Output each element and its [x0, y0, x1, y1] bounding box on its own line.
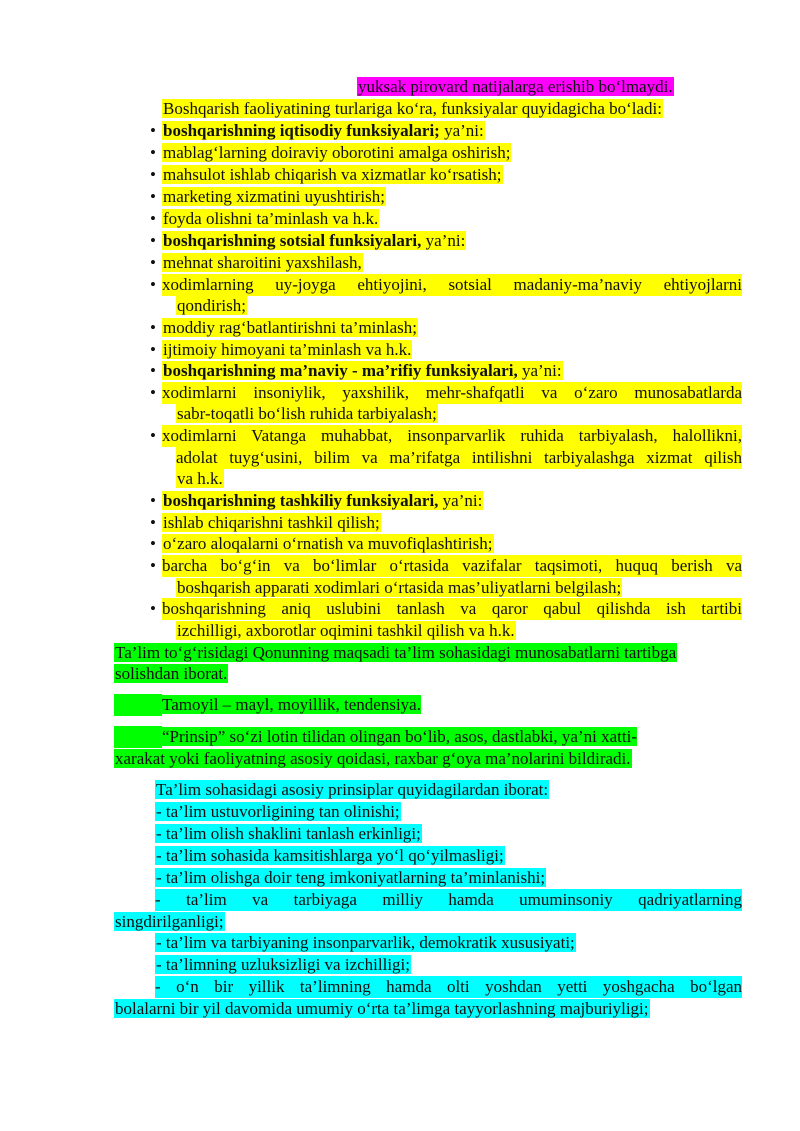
list-item-text: ishlab chiqarishni tashkil qilish; [163, 513, 380, 532]
highlighted-text: “Prinsip” so‘zi lotin tilidan olingan bo‘lib, asos, dastlabki, ya’ni xatti- [162, 727, 637, 746]
highlighted-text: Ta’lim sohasidagi asosiy prinsiplar quyidagilardan iborat: [156, 780, 549, 799]
list-item-heading [162, 360, 563, 382]
list-item: barcha bo‘g‘in va bo‘limlar o‘rtasida vazifalar taqsimoti, huquq berish va [162, 556, 742, 575]
paragraph-line [114, 748, 632, 770]
paragraph-text: Boshqarish faoliyatining turlariga ko‘ra, funksiyalar quyidagicha bo‘ladi: [163, 99, 663, 118]
list-line-continuation [114, 998, 650, 1020]
list-item-text: izchilligi, axborotlar oqimini tashkil qilish va h.k. [177, 621, 515, 640]
highlighted-text: - ta’lim olish shaklini tanlash erkinligi; [156, 824, 421, 843]
bullet-icon: • [150, 513, 156, 532]
indent-highlight [114, 726, 162, 748]
highlighted-text: yuksak pirovard natijalarga erishib bo‘lmaydi. [358, 77, 673, 96]
bullet-icon: • [150, 121, 156, 140]
highlighted-text: bolalarni bir yil davomida umumiy o‘rta ta’limga tayyorlashning majburiyligi; [115, 999, 649, 1018]
highlighted-text: solishdan iborat. [115, 664, 228, 683]
list-item-text: moddiy rag‘batlantirishni ta’minlash; [163, 318, 418, 337]
list-line [155, 823, 422, 845]
list-item-text: va h.k. [177, 469, 223, 488]
list-item-text: qondirish; [177, 296, 246, 315]
list-item-text: mablag‘larning doiraviy oborotini amalga oshirish; [163, 143, 511, 162]
highlighted-text: Tamoyil – mayl, moyillik, tendensiya. [162, 695, 421, 714]
list-item-text: foyda olishni ta’minlash va h.k. [163, 209, 379, 228]
list-item-text: o‘zaro aloqalarni o‘rnatish va muvofiqlashtirish; [163, 534, 493, 553]
text-line [357, 76, 674, 98]
paragraph-line [114, 726, 637, 748]
heading-suffix: ya’ni: [421, 231, 466, 250]
list-line [155, 845, 505, 867]
list-item-text: sabr-toqatli bo‘lish ruhida tarbiyalash; [177, 404, 437, 423]
list-item-continuation [176, 468, 224, 490]
list-line [155, 867, 546, 889]
bullet-icon: • [150, 426, 156, 445]
bullet-icon: • [150, 143, 156, 162]
list-item-continuation [176, 577, 622, 599]
list-item [162, 533, 494, 555]
highlighted-text: xarakat yoki faoliyatning asosiy qoidasi, raxbar g‘oya ma’nolarini bildiradi. [115, 749, 631, 768]
highlighted-text: - ta’lim ustuvorligining tan olinishi; [156, 802, 400, 821]
list-item [162, 339, 412, 361]
bullet-icon: • [150, 491, 156, 510]
heading-suffix: ya’ni: [439, 121, 484, 140]
list-item [162, 164, 503, 186]
list-item-continuation [176, 620, 516, 642]
heading-bold: boshqarishning iqtisodiy funksiyalari; [163, 121, 440, 140]
list-line [155, 932, 576, 954]
highlighted-text: Ta’lim to‘g‘risidagi Qonunning maqsadi ta’lim sohasidagi munosabatlarni tartibga [115, 643, 677, 662]
list-line-continuation [114, 911, 225, 933]
list-item-continuation: adolat tuyg‘usini, bilim va ma’rifatga intilishni tarbiyalashga xizmat qilish [176, 448, 742, 467]
bullet-icon: • [150, 209, 156, 228]
paragraph-line [114, 663, 228, 685]
highlighted-text: - ta’lim va tarbiyaning insonparvarlik, demokratik xususiyati; [156, 933, 575, 952]
heading-bold: boshqarishning tashkiliy funksiyalari, [163, 491, 439, 510]
highlighted-text: - ta’limning uzluksizligi va izchilligi; [156, 955, 411, 974]
indent-highlight [114, 694, 162, 716]
bullet-icon: • [150, 187, 156, 206]
bullet-icon: • [150, 253, 156, 272]
heading-suffix: ya’ni: [517, 361, 562, 380]
bullet-icon: • [150, 556, 156, 575]
bullet-icon: • [150, 361, 156, 380]
list-item-heading [162, 120, 485, 142]
list-item-text: mahsulot ishlab chiqarish va xizmatlar ko‘rsatish; [163, 165, 502, 184]
list-item [162, 208, 379, 230]
bullet-icon: • [150, 275, 156, 294]
list-item-continuation [176, 403, 438, 425]
bullet-icon: • [150, 534, 156, 553]
bullet-icon: • [150, 318, 156, 337]
list-item-text: mehnat sharoitini yaxshilash, [163, 253, 362, 272]
heading-bold: boshqarishning ma’naviy - ma’rifiy funksiyalari, [163, 361, 518, 380]
paragraph-line [155, 779, 549, 801]
heading-bold: boshqarishning sotsial funksiyalari, [163, 231, 422, 250]
bullet-icon: • [150, 383, 156, 402]
list-line [155, 954, 411, 976]
list-item [162, 186, 386, 208]
bullet-icon: • [150, 599, 156, 618]
list-item [162, 512, 381, 534]
highlighted-text: singdirilganligi; [115, 912, 224, 931]
paragraph-line [114, 694, 449, 716]
list-item-text: marketing xizmatini uyushtirish; [163, 187, 385, 206]
list-line: - ta’lim va tarbiyaga milliy hamda umuminsoniy qadriyatlarning [155, 890, 742, 909]
list-item: xodimlarning uy-joyga ehtiyojini, sotsial madaniy-ma’naviy ehtiyojlarni [162, 275, 742, 294]
list-item-text: boshqarish apparati xodimlari o‘rtasida mas’uliyatlarni belgilash; [177, 578, 622, 597]
heading-suffix: ya’ni: [438, 491, 483, 510]
list-item-heading [162, 230, 466, 252]
bullet-icon: • [150, 340, 156, 359]
list-item-heading [162, 490, 483, 512]
list-line: - o‘n bir yillik ta’limning hamda olti yoshdan yetti yoshgacha bo‘lgan [155, 977, 742, 996]
bullet-icon: • [150, 165, 156, 184]
list-item-continuation [176, 295, 247, 317]
text-line [162, 98, 663, 120]
list-item-text: ijtimoiy himoyani ta’minlash va h.k. [163, 340, 412, 359]
highlighted-text: - ta’lim olishga doir teng imkoniyatlarning ta’minlanishi; [156, 868, 546, 887]
list-item [162, 317, 418, 339]
list-item [162, 252, 363, 274]
highlighted-text: - ta’lim sohasida kamsitishlarga yo‘l qo‘yilmasligi; [156, 846, 504, 865]
list-item: xodimlarni insoniylik, yaxshilik, mehr-shafqatli va o‘zaro munosabatlarda [162, 383, 742, 402]
bullet-icon: • [150, 231, 156, 250]
list-item: xodimlarni Vatanga muhabbat, insonparvarlik ruhida tarbiyalash, halollikni, [162, 426, 742, 445]
paragraph-line [114, 642, 677, 664]
list-item [162, 142, 511, 164]
list-item: boshqarishning aniq uslubini tanlash va qaror qabul qilishda ish tartibi [162, 599, 742, 618]
list-line [155, 801, 401, 823]
